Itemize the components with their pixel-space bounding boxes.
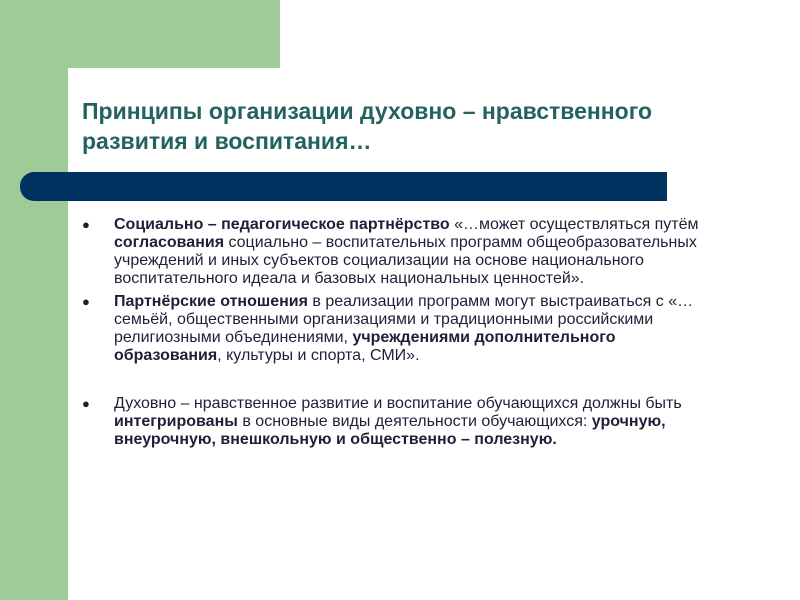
text-bold: Социально – педагогическое партнёрство xyxy=(114,216,450,233)
text-regular: социально – воспитательных программ общеобразовательных учреждений и иных субъектов социализации на основе национального воспитательного идеала и базовых национальных ценностей». xyxy=(114,234,697,287)
text-regular: в реализации программ могут выстраиваться с «…семьёй, общественными организациями и традиционными российскими религиозными объединениями, xyxy=(114,293,694,346)
title-line-1: Принципы организации духовно – нравственного xyxy=(82,98,653,124)
text-bold: учреждениями дополнительного образования xyxy=(114,329,616,364)
decor-green-left xyxy=(0,0,68,600)
text-regular: , культуры и спорта, СМИ». xyxy=(217,347,420,364)
bullet-text xyxy=(114,395,720,449)
slide-title xyxy=(82,96,772,156)
text-bold: Партнёрские отношения xyxy=(114,293,308,310)
decor-title-bar xyxy=(20,172,667,201)
bullet-text xyxy=(114,293,720,365)
text-regular: Духовно – нравственное развитие и воспитание обучающихся должны быть xyxy=(114,395,682,412)
bullet-list xyxy=(80,216,720,454)
bullet-icon: ● xyxy=(82,217,90,232)
bullet-item-3 xyxy=(80,395,720,449)
title-line-2: развития и воспитания… xyxy=(82,128,372,154)
bullet-icon: ● xyxy=(82,396,90,411)
text-bold: интегрированы xyxy=(114,413,238,430)
text-regular: в основные виды деятельности обучающихся: xyxy=(237,413,592,430)
bullet-text xyxy=(114,216,720,288)
text-bold: согласования xyxy=(114,234,225,251)
text-bold: урочную, внеурочную, внешкольную и общественно – полезную. xyxy=(114,413,666,448)
text-regular: «…может осуществляться путём xyxy=(449,216,699,233)
bullet-item-2 xyxy=(80,293,720,365)
bullet-icon: ● xyxy=(82,294,90,309)
bullet-item-1 xyxy=(80,216,720,288)
